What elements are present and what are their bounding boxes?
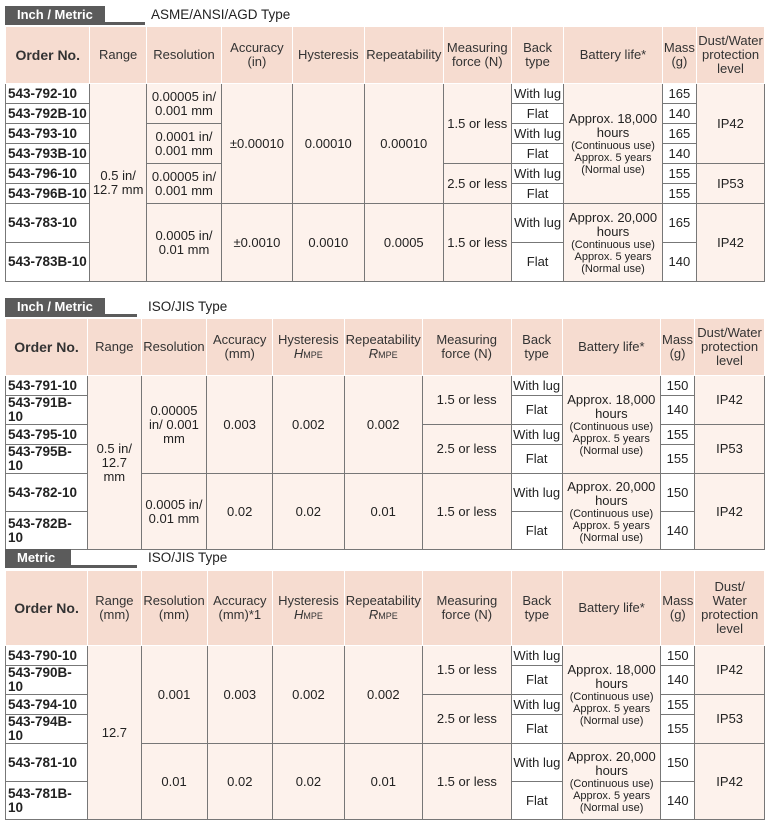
- back-type: With lug: [511, 124, 563, 144]
- battery-cont: (Continuous use): [571, 238, 655, 251]
- range-cell: 0.5 in/ 12.7 mm: [90, 84, 146, 282]
- battery-cont: (Continuous use): [571, 139, 655, 152]
- order-no: 543-796-10: [6, 164, 90, 184]
- order-no: 543-791B-10: [6, 396, 88, 425]
- order-no: 543-790-10: [6, 646, 88, 666]
- order-no: 543-781-10: [6, 744, 88, 782]
- repeatability-symbol: RMPE: [368, 606, 398, 622]
- battery-cont: (Continuous use): [569, 507, 654, 520]
- col-repeatability: [344, 571, 422, 646]
- col-resolution: Resolution (mm): [141, 571, 207, 646]
- battery-normal: (Normal use): [579, 714, 644, 727]
- col-resolution: Resolution: [141, 319, 207, 376]
- col-hysteresis: [273, 571, 345, 646]
- col-order: Order No.: [6, 319, 88, 376]
- force-cell: 1.5 or less: [422, 744, 511, 820]
- back-type: Flat: [511, 396, 562, 425]
- back-type: Flat: [511, 184, 563, 204]
- mass: 155: [661, 695, 695, 715]
- header-row: [6, 319, 765, 376]
- order-no: 543-794-10: [6, 695, 88, 715]
- col-protection: Dust/ Water protection level: [695, 571, 765, 646]
- hysteresis-cell: 0.02: [273, 744, 345, 820]
- back-type: With lug: [511, 425, 562, 445]
- back-type: Flat: [511, 445, 562, 474]
- resolution-cell: 0.0001 in/ 0.001 mm: [146, 124, 221, 164]
- battery-cell: [562, 376, 660, 474]
- hysteresis-cell: 0.002: [272, 376, 344, 474]
- repeatability-cell: 0.002: [344, 376, 422, 474]
- resolution-cell: 0.00005 in/ 0.001 mm: [146, 84, 221, 124]
- col-hysteresis: Hysteresis: [292, 27, 364, 84]
- accuracy-cell: 0.003: [207, 646, 273, 744]
- spec-table-3: [5, 570, 765, 820]
- hysteresis-cell: 0.002: [273, 646, 345, 744]
- hysteresis-cell: 0.0010: [292, 204, 364, 282]
- hysteresis-cell: 0.00010: [292, 84, 364, 204]
- back-type: With lug: [511, 204, 563, 243]
- tag-underline: [5, 314, 137, 317]
- col-range: Range: [88, 319, 141, 376]
- battery-cont: (Continuous use): [569, 777, 654, 790]
- back-type: With lug: [511, 744, 562, 782]
- battery-normal: (Normal use): [579, 531, 644, 544]
- battery-cell: [562, 744, 660, 820]
- col-accuracy: Accuracy (mm): [207, 319, 273, 376]
- order-no: 543-796B-10: [6, 184, 90, 204]
- battery-normal: (Normal use): [581, 262, 645, 275]
- order-no: 543-782-10: [6, 474, 88, 512]
- col-mass: Mass (g): [660, 319, 694, 376]
- protection-cell: IP42: [695, 744, 765, 820]
- col-repeatability: [344, 319, 422, 376]
- spec-table-2: [5, 318, 765, 550]
- protection-cell: IP53: [695, 425, 765, 474]
- accuracy-cell: 0.02: [207, 744, 273, 820]
- back-type: With lug: [511, 84, 563, 104]
- section-1-caption: [0, 4, 768, 26]
- back-type: With lug: [511, 646, 562, 666]
- protection-cell: IP42: [695, 376, 765, 425]
- accuracy-cell: ±0.0010: [222, 204, 292, 282]
- header-row: [6, 27, 765, 84]
- spec-table-1: [5, 26, 765, 282]
- back-type: With lug: [511, 376, 562, 396]
- mass: 140: [661, 782, 695, 820]
- col-resolution: Resolution: [146, 27, 221, 84]
- battery-years: Approx. 5 years: [574, 151, 652, 164]
- order-no: 543-792-10: [6, 84, 90, 104]
- force-cell: 1.5 or less: [422, 474, 511, 550]
- battery-years: Approx. 5 years: [573, 702, 651, 715]
- back-type: Flat: [511, 666, 562, 695]
- order-no: 543-795-10: [6, 425, 88, 445]
- col-force: Measuring force (N): [422, 319, 511, 376]
- resolution-cell: 0.0005 in/ 0.01 mm: [141, 474, 207, 550]
- back-type: Flat: [511, 144, 563, 164]
- order-no: 543-791-10: [6, 376, 88, 396]
- col-repeatability: Repeatability: [364, 27, 443, 84]
- force-cell: 1.5 or less: [422, 646, 511, 695]
- protection-cell: IP42: [697, 84, 765, 164]
- battery-main: Approx. 20,000 hours: [568, 209, 658, 239]
- mass: 140: [662, 144, 696, 164]
- mass: 140: [661, 666, 695, 695]
- section-type: ASME/ANSI/AGD Type: [151, 7, 291, 22]
- col-order: Order No.: [6, 27, 90, 84]
- col-protection: Dust/Water protection level: [695, 319, 765, 376]
- battery-normal: (Normal use): [581, 163, 645, 176]
- section-type: ISO/JIS Type: [148, 550, 228, 565]
- mass: 140: [662, 104, 696, 124]
- col-mass: Mass (g): [661, 571, 695, 646]
- mass: 155: [662, 164, 696, 184]
- repeatability-cell: 0.01: [344, 744, 422, 820]
- back-type: Flat: [511, 782, 562, 820]
- hysteresis-label: Hysteresis: [277, 331, 339, 347]
- resolution-cell: 0.00005 in/ 0.001 mm: [146, 164, 221, 204]
- force-cell: 1.5 or less: [422, 376, 511, 425]
- order-no: 543-793-10: [6, 124, 90, 144]
- section-type: ISO/JIS Type: [148, 299, 228, 314]
- mass: 140: [660, 396, 694, 425]
- battery-years: Approx. 5 years: [573, 789, 651, 802]
- col-battery: Battery life*: [562, 571, 660, 646]
- mass: 155: [660, 425, 694, 445]
- force-cell: 2.5 or less: [422, 425, 511, 474]
- resolution-cell: 0.001: [141, 646, 207, 744]
- resolution-cell: 0.0005 in/ 0.01 mm: [146, 204, 221, 282]
- force-cell: 1.5 or less: [443, 204, 511, 282]
- repeatability-label: Repeatability: [345, 331, 421, 347]
- accuracy-cell: ±0.00010: [222, 84, 292, 204]
- protection-cell: IP42: [697, 204, 765, 282]
- order-no: 543-792B-10: [6, 104, 90, 124]
- col-order: Order No.: [6, 571, 88, 646]
- battery-main: Approx. 18,000 hours: [567, 391, 656, 421]
- mass: 150: [660, 376, 694, 396]
- col-battery: Battery life*: [562, 319, 660, 376]
- battery-main: Approx. 20,000 hours: [567, 478, 656, 508]
- protection-cell: IP53: [695, 695, 765, 744]
- repeatability-cell: 0.01: [344, 474, 422, 550]
- order-no: 543-782B-10: [6, 512, 88, 550]
- mass: 155: [661, 715, 695, 744]
- range-cell: 12.7: [88, 646, 141, 820]
- back-type: Flat: [511, 715, 562, 744]
- col-back: Back type: [511, 571, 562, 646]
- battery-cont: (Continuous use): [569, 420, 654, 433]
- hysteresis-label: Hysteresis: [278, 592, 339, 608]
- col-force: Measuring force (N): [422, 571, 511, 646]
- order-no: 543-793B-10: [6, 144, 90, 164]
- mass: 150: [660, 474, 694, 512]
- battery-cell: [564, 84, 663, 204]
- hysteresis-symbol: HMPE: [293, 345, 323, 361]
- battery-main: Approx. 20,000 hours: [567, 748, 656, 778]
- order-no: 543-783B-10: [6, 243, 90, 282]
- back-type: With lug: [511, 695, 562, 715]
- accuracy-cell: 0.02: [207, 474, 273, 550]
- order-no: 543-794B-10: [6, 715, 88, 744]
- battery-years: Approx. 5 years: [572, 432, 650, 445]
- tag-underline: [5, 22, 145, 25]
- repeatability-symbol: RMPE: [368, 345, 398, 361]
- col-range: Range: [90, 27, 146, 84]
- protection-cell: IP53: [697, 164, 765, 204]
- section-tag: Metric: [5, 549, 71, 566]
- battery-normal: (Normal use): [579, 801, 644, 814]
- accuracy-cell: 0.003: [207, 376, 273, 474]
- battery-normal: (Normal use): [579, 444, 644, 457]
- col-back: Back type: [511, 27, 563, 84]
- col-accuracy: Accuracy (in): [222, 27, 292, 84]
- col-range: Range (mm): [88, 571, 141, 646]
- force-cell: 2.5 or less: [443, 164, 511, 204]
- table-row: [6, 646, 765, 666]
- section-2-caption: [0, 296, 768, 318]
- col-protection: Dust/Water protection level: [697, 27, 765, 84]
- order-no: 543-781B-10: [6, 782, 88, 820]
- hysteresis-cell: 0.02: [272, 474, 344, 550]
- battery-main: Approx. 18,000 hours: [568, 110, 658, 140]
- table-row: [6, 84, 765, 104]
- order-no: 543-783-10: [6, 204, 90, 243]
- col-force: Measuring force (N): [443, 27, 511, 84]
- order-no: 543-795B-10: [6, 445, 88, 474]
- range-cell: 0.5 in/ 12.7 mm: [88, 376, 141, 550]
- col-battery: Battery life*: [564, 27, 663, 84]
- force-cell: 2.5 or less: [422, 695, 511, 744]
- back-type: With lug: [511, 474, 562, 512]
- col-hysteresis: [272, 319, 344, 376]
- mass: 165: [662, 84, 696, 104]
- back-type: With lug: [511, 164, 563, 184]
- back-type: Flat: [511, 243, 563, 282]
- battery-cont: (Continuous use): [569, 690, 654, 703]
- force-cell: 1.5 or less: [443, 84, 511, 164]
- protection-cell: IP42: [695, 646, 765, 695]
- battery-main: Approx. 18,000 hours: [567, 661, 656, 691]
- col-accuracy: Accuracy (mm)*1: [207, 571, 273, 646]
- hysteresis-symbol: HMPE: [293, 606, 323, 622]
- mass: 140: [660, 512, 694, 550]
- mass: 165: [662, 124, 696, 144]
- mass: 165: [662, 204, 696, 243]
- resolution-cell: 0.01: [141, 744, 207, 820]
- battery-cell: [562, 646, 660, 744]
- mass: 155: [660, 445, 694, 474]
- back-type: Flat: [511, 512, 562, 550]
- repeatability-label: Repeatability: [345, 592, 421, 608]
- mass: 155: [662, 184, 696, 204]
- mass: 140: [662, 243, 696, 282]
- repeatability-cell: 0.002: [344, 646, 422, 744]
- header-row: [6, 571, 765, 646]
- col-mass: Mass (g): [662, 27, 696, 84]
- battery-years: Approx. 5 years: [572, 519, 650, 532]
- battery-cell: [562, 474, 660, 550]
- order-no: 543-790B-10: [6, 666, 88, 695]
- section-tag: Inch / Metric: [5, 6, 105, 23]
- resolution-cell: 0.00005 in/ 0.001 mm: [141, 376, 207, 474]
- protection-cell: IP42: [695, 474, 765, 550]
- col-back: Back type: [511, 319, 562, 376]
- back-type: Flat: [511, 104, 563, 124]
- table-row: [6, 376, 765, 396]
- tag-underline: [5, 565, 137, 568]
- battery-years: Approx. 5 years: [574, 250, 652, 263]
- battery-cell: [564, 204, 663, 282]
- mass: 150: [661, 744, 695, 782]
- mass: 150: [661, 646, 695, 666]
- repeatability-cell: 0.00010: [364, 84, 443, 204]
- section-3-caption: [0, 547, 768, 569]
- section-tag: Inch / Metric: [5, 298, 105, 315]
- repeatability-cell: 0.0005: [364, 204, 443, 282]
